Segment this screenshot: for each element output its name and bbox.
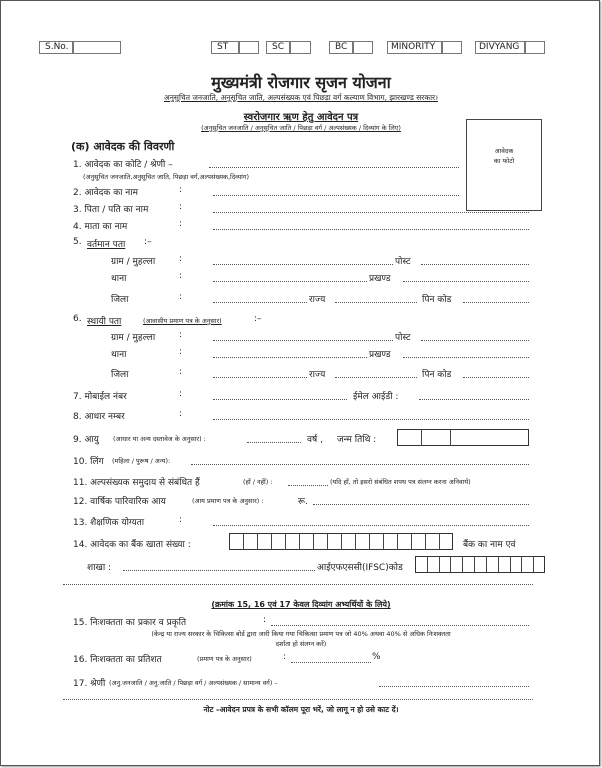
annual-income-label: 12. वार्षिक पारिवारिक आय	[73, 497, 166, 507]
account-digit-divider	[425, 533, 426, 550]
photo-box[interactable]	[466, 119, 542, 211]
current-post-field[interactable]	[421, 264, 529, 265]
category-label: 1. आवेदक का कोटि / श्रेणी –	[73, 160, 173, 170]
current-thana-label: थाना	[111, 274, 127, 284]
email-label: ईमेल आईडी :	[353, 392, 399, 402]
category-17-field[interactable]	[379, 686, 529, 687]
permanent-post-field[interactable]	[421, 340, 529, 341]
permanent-thana-field[interactable]	[213, 357, 367, 358]
category-field[interactable]	[209, 167, 459, 168]
category-17-note: (अनु.जनजाति / अनु.जाति / पिछड़ा वर्ग / अल्पसंख्यक / सामान्य वर्ग) –	[109, 679, 278, 687]
category-17-label: 17. श्रेणी	[73, 679, 106, 689]
disability-percent-label: 16. निःशक्तता का प्रतिशत	[73, 655, 162, 665]
annual-income-note: (आय प्रमाण पत्र के अनुसार) :	[192, 497, 264, 505]
minority-label: MINORITY	[391, 42, 436, 52]
sno-label-box	[39, 41, 73, 54]
minority-checkbox[interactable]	[442, 41, 462, 54]
bank-account-label: 14. आवेदक का बैंक खाता संख्या :	[73, 540, 191, 550]
permanent-state-field[interactable]	[335, 377, 417, 378]
ifsc-digit-divider	[474, 556, 475, 573]
bc-label: BC	[335, 42, 348, 52]
colon: :	[283, 652, 287, 662]
permanent-village-field[interactable]	[213, 340, 393, 341]
account-digit-divider	[327, 533, 328, 550]
current-pincode-label: पिन कोड	[422, 295, 452, 305]
form-subtitle: स्वरोजगार ऋण हेतु आवेदन पत्र	[243, 112, 359, 123]
disability-type-label: 15. निःशक्तता का प्रकार व प्रकृति	[73, 618, 187, 628]
permanent-address-number: 6.	[73, 314, 82, 324]
permanent-post-label: पोस्ट	[395, 333, 411, 343]
current-state-label: राज्य	[309, 295, 326, 305]
dob-divider	[421, 429, 422, 446]
section-a-heading: (क) आवेदक की विवरणी	[71, 140, 175, 153]
st-label: ST	[217, 42, 229, 52]
ifsc-digit-divider	[533, 556, 534, 573]
disability-percent-note: (प्रमाण पत्र के अनुसार)	[197, 655, 252, 663]
colon: :	[179, 389, 183, 399]
current-village-label: ग्राम / मुहल्ला	[111, 257, 156, 267]
percent-sign: %	[372, 652, 381, 662]
current-address-number: 5.	[73, 237, 82, 247]
mobile-label: 7. मोबाईल नंबर	[73, 392, 127, 402]
colon: :	[179, 515, 183, 525]
ifsc-digit-divider	[439, 556, 440, 573]
colon: :	[179, 347, 183, 357]
bank-name-label: बैंक का नाम एवं	[463, 540, 516, 550]
permanent-district-field[interactable]	[213, 377, 307, 378]
account-digit-divider	[285, 533, 286, 550]
account-digit-divider	[257, 533, 258, 550]
disability-type-note-2: दर्शाता हो संलग्न करें)	[275, 640, 327, 648]
photo-label-line1: आवेदक	[494, 147, 514, 155]
minority-label-box	[387, 41, 442, 54]
aadhaar-field[interactable]	[213, 419, 529, 420]
mobile-field[interactable]	[213, 399, 347, 400]
father-husband-name-field[interactable]	[213, 212, 529, 213]
education-label: 13. शैक्षणिक योग्यता	[73, 518, 145, 528]
subtitle-note: (अनुसूचित जनजाति / अनुसूचित जाति / पिछड़ा वर्ग / अल्पसंख्यक / दिव्यांग के लिए)	[201, 124, 401, 132]
permanent-district-label: जिला	[111, 370, 129, 380]
account-digit-divider	[355, 533, 356, 550]
current-address-tail: :–	[144, 237, 152, 247]
account-digit-divider	[439, 533, 440, 550]
dob-label: जन्म तिथि :	[337, 435, 377, 445]
sc-label-box	[266, 41, 290, 54]
sno-label: S.No.	[45, 42, 69, 52]
divyang-section-heading: (क्रमांक 15, 16 एवं 17 केवल दिव्यांग अभ्यर्थियों के लिये)	[211, 600, 391, 609]
ifsc-digit-divider	[486, 556, 487, 573]
mother-name-field[interactable]	[213, 229, 529, 230]
colon: :	[179, 219, 183, 229]
current-block-field[interactable]	[403, 281, 529, 282]
applicant-name-field[interactable]	[213, 195, 459, 196]
annual-income-field[interactable]	[313, 504, 529, 505]
form-note: नोट –आवेदन प्रपत्र के सभी कॉलम पूरा भरें, जो लागू न हो उसे काट दें।	[203, 705, 399, 714]
permanent-state-label: राज्य	[309, 370, 326, 380]
sc-label: SC	[272, 42, 284, 52]
account-digit-divider	[313, 533, 314, 550]
photo-label-line2: का फोटो	[493, 157, 515, 165]
permanent-address-label: स्थायी पता	[87, 317, 122, 327]
rupee-label: रू.	[298, 497, 308, 507]
current-thana-field[interactable]	[213, 281, 367, 282]
permanent-thana-label: थाना	[111, 350, 127, 360]
ifsc-input[interactable]	[415, 556, 545, 573]
applicant-name-label: 2. आवेदक का नाम	[73, 188, 139, 198]
minority-question-label: 11. अल्पसंख्यक समुदाय से संबंधित हैं	[73, 478, 200, 488]
year-label: वर्ष ,	[307, 435, 323, 445]
ifsc-digit-divider	[450, 556, 451, 573]
divyang-label-box	[475, 41, 525, 54]
gender-note: (महिला / पुरूष / अन्य):	[112, 457, 171, 465]
department-line: अनुसूचित जनजाति, अनुसूचित जाति, अल्पसंख्यक एवं पिछड़ा वर्ग कल्याण विभाग, झारखण्ड सरकार।	[164, 93, 438, 102]
current-block-label: प्रखण्ड	[369, 274, 391, 284]
permanent-block-field[interactable]	[403, 357, 529, 358]
email-field[interactable]	[419, 399, 529, 400]
branch-label: शाखा :	[87, 563, 112, 573]
bc-label-box	[329, 41, 353, 54]
gender-label: 10. लिंग	[73, 457, 104, 467]
aadhaar-label: 8. आधार नम्बर	[73, 412, 125, 422]
disability-percent-field[interactable]	[291, 662, 371, 663]
divyang-checkbox[interactable]	[525, 41, 545, 54]
bc-checkbox[interactable]	[353, 41, 373, 54]
sno-input-box[interactable]	[73, 41, 121, 54]
branch-field[interactable]	[123, 570, 315, 571]
account-digit-divider	[243, 533, 244, 550]
account-digit-divider	[369, 533, 370, 550]
permanent-address-note: (आवासीय प्रमाण पत्र के अनुसार)	[143, 317, 222, 325]
permanent-block-label: प्रखण्ड	[369, 350, 391, 360]
st-label-box	[211, 41, 239, 54]
account-digit-divider	[383, 533, 384, 550]
ifsc-digit-divider	[427, 556, 428, 573]
dob-divider	[450, 429, 451, 446]
mother-name-label: 4. माता का नाम	[73, 222, 128, 232]
account-digit-divider	[271, 533, 272, 550]
education-field[interactable]	[213, 525, 529, 526]
account-digit-divider	[397, 533, 398, 550]
current-address-label: वर्तमान पता	[87, 240, 126, 250]
account-digit-divider	[299, 533, 300, 550]
ifsc-label: आईएफएससी(IFSC)कोड	[317, 563, 403, 573]
ifsc-digit-divider	[462, 556, 463, 573]
colon: :	[179, 292, 183, 302]
st-checkbox[interactable]	[239, 41, 259, 54]
gender-field[interactable]	[191, 464, 529, 465]
minority-question-note: (हाँ / नहीं) :	[243, 478, 273, 486]
current-village-field[interactable]	[213, 264, 393, 265]
age-label: 9. आयु	[73, 435, 99, 445]
ifsc-digit-divider	[521, 556, 522, 573]
minority-answer-field[interactable]	[288, 485, 328, 486]
permanent-village-label: ग्राम / मुहल्ला	[111, 333, 156, 343]
account-digit-divider	[341, 533, 342, 550]
disability-type-field[interactable]	[271, 625, 529, 626]
divyang-label: DIVYANG	[479, 42, 520, 52]
colon: :	[179, 254, 183, 264]
minority-affidavit-note: (यदि हाँ, तो इसरो संबंधित शपथ पत्र संलग्न करना अनिवार्य)	[330, 478, 471, 486]
colon: :	[179, 409, 183, 419]
form-title: मुख्यमंत्री रोजगार सृजन योजना	[211, 73, 391, 92]
colon: :	[179, 367, 183, 377]
dob-input-box[interactable]	[397, 429, 529, 446]
ifsc-digit-divider	[510, 556, 511, 573]
permanent-pincode-label: पिन कोड	[422, 370, 452, 380]
age-field[interactable]	[247, 442, 301, 443]
colon: :	[179, 185, 183, 195]
permanent-address-tail: :–	[254, 314, 262, 324]
current-state-field[interactable]	[335, 302, 417, 303]
current-district-label: जिला	[111, 295, 129, 305]
current-district-field[interactable]	[213, 302, 307, 303]
current-pincode-field[interactable]	[463, 302, 529, 303]
sc-checkbox[interactable]	[290, 41, 311, 54]
ifsc-digit-divider	[498, 556, 499, 573]
colon: :	[263, 615, 267, 625]
account-digit-divider	[411, 533, 412, 550]
colon: :	[179, 271, 183, 281]
current-post-label: पोस्ट	[395, 257, 411, 267]
disability-type-note-1: (केन्द्र या राज्य सरकार के चिकित्सा बोर्ड द्वारा जारी किया गया चिकित्सा प्रमाण पत्र जो 40% अथवा 40% से अधिक निःशक्तता	[151, 630, 451, 638]
permanent-pincode-field[interactable]	[463, 377, 529, 378]
divider-line	[63, 699, 533, 700]
age-note: (आधार या अन्य दस्तावेज के अनुसार) :	[113, 435, 206, 443]
category-note: (अनुसूचित जनजाति,अनुसूचित जाति, पिछड़ा वर्ग,अल्पसंख्यक,दिव्यांग)	[83, 173, 250, 181]
colon: :	[179, 202, 183, 212]
father-husband-name-label: 3. पिता / पति का नाम	[73, 205, 149, 215]
colon: :	[179, 330, 183, 340]
divider-line	[63, 584, 533, 585]
